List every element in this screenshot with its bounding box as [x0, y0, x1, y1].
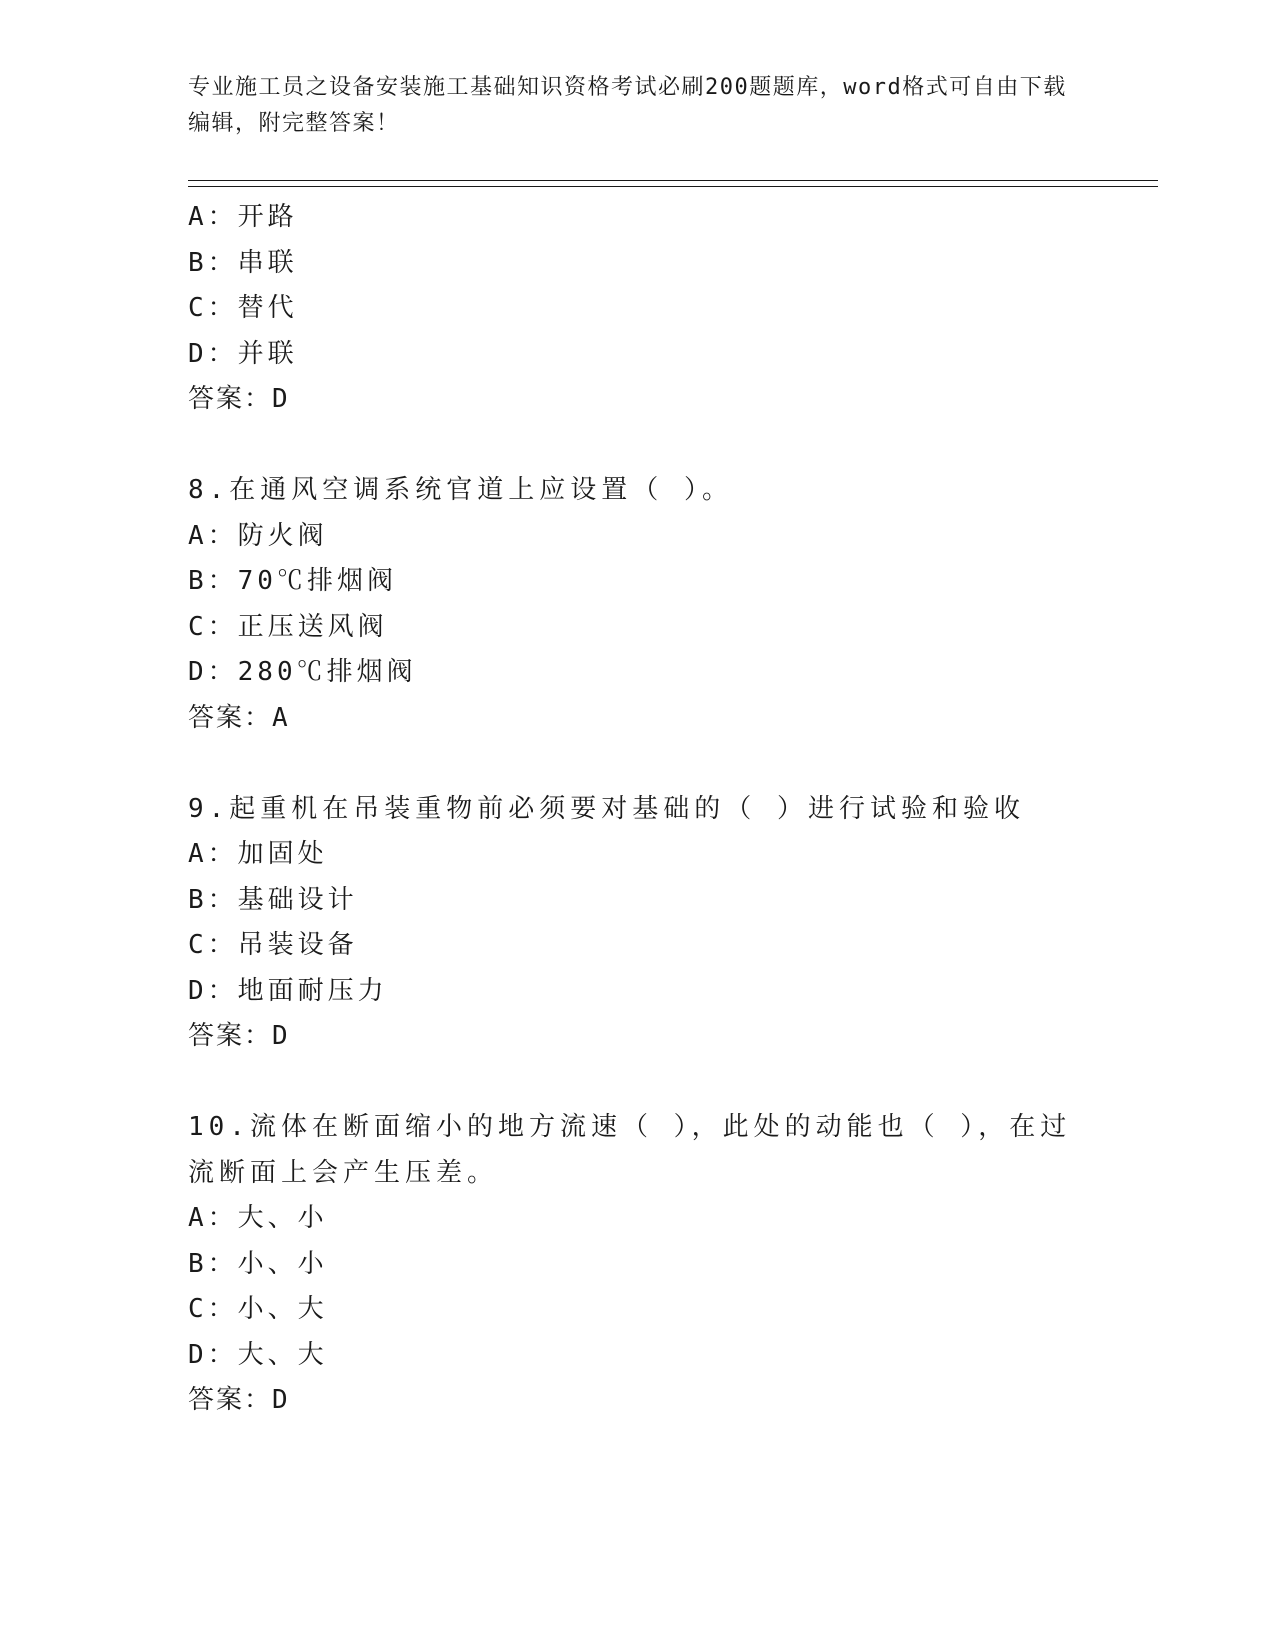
option-b: B：基础设计	[188, 884, 358, 915]
option-c: C：正压送风阀	[188, 611, 388, 642]
option-b: B：小、小	[188, 1248, 328, 1279]
option-d: D：大、大	[188, 1339, 328, 1370]
option-b: B：串联	[188, 247, 298, 278]
option-d: D：地面耐压力	[188, 975, 388, 1006]
option-b: B：70℃排烟阀	[188, 566, 397, 596]
question-block-10	[188, 1105, 1158, 1424]
answer: 答案：D	[188, 1385, 290, 1415]
option-a: A：开路	[188, 202, 298, 232]
option-d: D：280℃排烟阀	[188, 657, 417, 687]
question-stem: 8.在通风空调系统官道上应设置（ ）。	[188, 475, 733, 505]
question-block-7	[188, 195, 1158, 423]
document-header: 专业施工员之设备安装施工基础知识资格考试必刷200题题库，word格式可自由下载编辑，附完整答案！	[188, 75, 1067, 136]
header-divider	[188, 180, 1158, 187]
spacer	[188, 1060, 1158, 1106]
answer: 答案：D	[188, 1021, 290, 1051]
option-c: C：小、大	[188, 1294, 328, 1324]
question-stem: 9.起重机在吊装重物前必须要对基础的（ ）进行试验和验收	[188, 793, 1025, 824]
option-a: A：大、小	[188, 1203, 328, 1233]
answer: 答案：D	[188, 384, 290, 414]
option-a: A：加固处	[188, 839, 328, 869]
spacer	[188, 423, 1158, 469]
spacer	[188, 741, 1158, 787]
answer: 答案：A	[188, 702, 290, 733]
question-stem: 10.流体在断面缩小的地方流速（ ），此处的动能也（ ），在过流断面上会产生压差。	[188, 1112, 1072, 1188]
document-page	[188, 70, 1158, 1424]
question-block-9	[188, 787, 1158, 1060]
option-c: C：吊装设备	[188, 930, 358, 960]
option-a: A：防火阀	[188, 520, 328, 551]
question-block-8	[188, 468, 1158, 741]
option-c: C：替代	[188, 293, 298, 323]
option-d: D：并联	[188, 338, 298, 369]
